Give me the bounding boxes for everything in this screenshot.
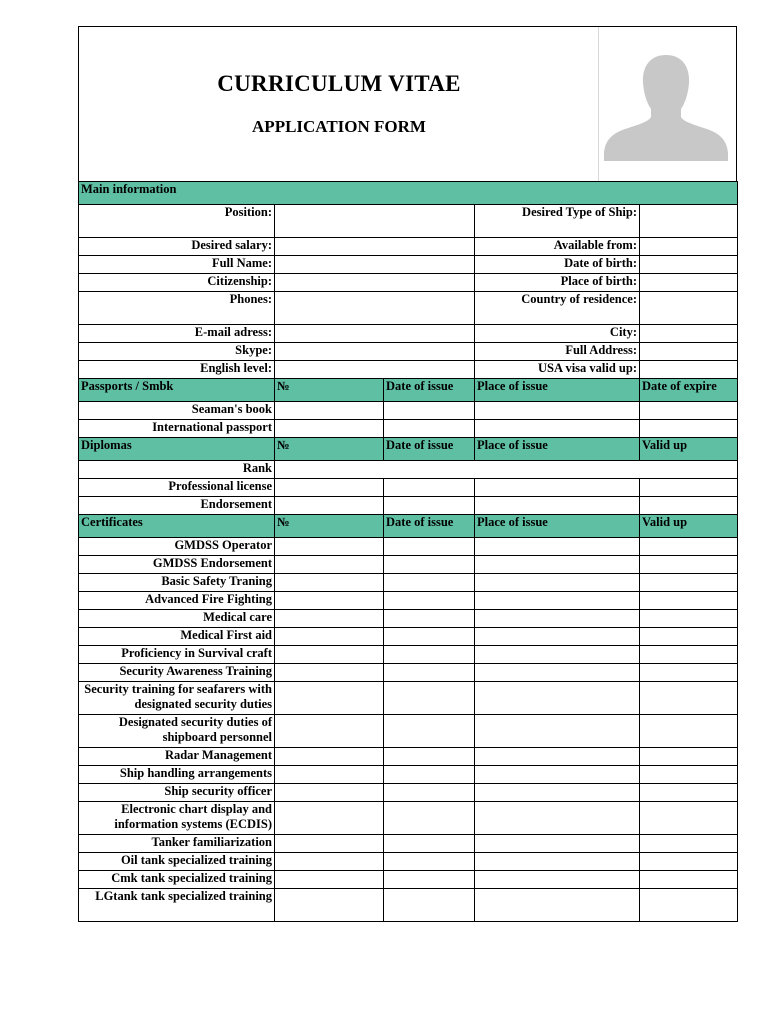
field-label: City:: [475, 325, 640, 343]
row-label: Advanced Fire Fighting: [79, 592, 275, 610]
row-label: Ship handling arrangements: [79, 766, 275, 784]
table-cell[interactable]: [640, 497, 738, 515]
table-cell[interactable]: [384, 497, 475, 515]
table-cell[interactable]: [475, 538, 640, 556]
table-row: [79, 538, 738, 556]
table-cell[interactable]: [640, 748, 738, 766]
row-label: Seaman's book: [79, 402, 275, 420]
form-table: [78, 181, 738, 922]
passports-heading: Passports / Smbk: [79, 379, 275, 402]
table-row: [79, 461, 738, 479]
row-label: Ship security officer: [79, 784, 275, 802]
rank-value[interactable]: [275, 461, 738, 479]
table-cell[interactable]: [475, 610, 640, 628]
field-value[interactable]: [275, 325, 475, 343]
table-cell[interactable]: [275, 420, 384, 438]
main-info-row: [79, 256, 738, 274]
table-cell[interactable]: [640, 628, 738, 646]
column-header: Date of issue: [384, 515, 475, 538]
table-row: [79, 610, 738, 628]
row-label: Medical care: [79, 610, 275, 628]
field-label: USA visa valid up:: [475, 361, 640, 379]
field-value[interactable]: [640, 256, 738, 274]
table-cell[interactable]: [275, 556, 384, 574]
column-header: Place of issue: [475, 438, 640, 461]
table-cell[interactable]: [475, 646, 640, 664]
table-row: [79, 871, 738, 889]
field-value[interactable]: [275, 256, 475, 274]
field-value[interactable]: [275, 292, 475, 325]
table-row: [79, 766, 738, 784]
row-label: Professional license: [79, 479, 275, 497]
table-cell[interactable]: [475, 766, 640, 784]
row-label: GMDSS Endorsement: [79, 556, 275, 574]
table-cell[interactable]: [384, 682, 475, 715]
main-info-row: [79, 361, 738, 379]
column-header: Date of issue: [384, 438, 475, 461]
table-cell[interactable]: [384, 766, 475, 784]
table-row: [79, 715, 738, 748]
column-header: Place of issue: [475, 515, 640, 538]
table-cell[interactable]: [384, 802, 475, 835]
table-cell[interactable]: [640, 420, 738, 438]
main-information-section: [79, 182, 738, 379]
table-row: [79, 802, 738, 835]
field-value[interactable]: [275, 205, 475, 238]
field-label: Citizenship:: [79, 274, 275, 292]
table-cell[interactable]: [475, 802, 640, 835]
certificates-section: [79, 515, 738, 922]
table-cell[interactable]: [475, 497, 640, 515]
table-cell[interactable]: [475, 664, 640, 682]
field-value[interactable]: [640, 238, 738, 256]
diplomas-section: [79, 438, 738, 515]
table-cell[interactable]: [384, 853, 475, 871]
table-cell[interactable]: [640, 538, 738, 556]
table-cell[interactable]: [475, 574, 640, 592]
field-label: Position:: [79, 205, 275, 238]
field-label: English level:: [79, 361, 275, 379]
column-header: Valid up: [640, 515, 738, 538]
row-label: Proficiency in Survival craft: [79, 646, 275, 664]
table-cell[interactable]: [475, 715, 640, 748]
table-cell[interactable]: [275, 766, 384, 784]
field-label: E-mail adress:: [79, 325, 275, 343]
table-cell[interactable]: [640, 715, 738, 748]
table-cell[interactable]: [475, 853, 640, 871]
field-value[interactable]: [275, 343, 475, 361]
table-row: [79, 835, 738, 853]
table-cell[interactable]: [384, 871, 475, 889]
field-value[interactable]: [640, 343, 738, 361]
field-value[interactable]: [275, 274, 475, 292]
field-label: Place of birth:: [475, 274, 640, 292]
row-label: Security training for seafarers with designated security duties: [79, 682, 275, 715]
column-header: Valid up: [640, 438, 738, 461]
table-cell[interactable]: [475, 556, 640, 574]
field-label: Country of residence:: [475, 292, 640, 325]
field-label: Skype:: [79, 343, 275, 361]
row-label: Designated security duties of shipboard personnel: [79, 715, 275, 748]
passports-section: [79, 379, 738, 438]
table-cell[interactable]: [640, 835, 738, 853]
main-info-row: [79, 205, 738, 238]
page-title: CURRICULUM VITAE: [217, 71, 461, 96]
table-cell[interactable]: [275, 664, 384, 682]
table-row: [79, 748, 738, 766]
table-cell[interactable]: [384, 646, 475, 664]
table-cell[interactable]: [384, 664, 475, 682]
column-header: Date of issue: [384, 379, 475, 402]
field-value[interactable]: [640, 274, 738, 292]
table-cell[interactable]: [640, 802, 738, 835]
table-cell[interactable]: [640, 646, 738, 664]
row-label: Tanker familiarization: [79, 835, 275, 853]
table-cell[interactable]: [640, 556, 738, 574]
person-silhouette-icon: [603, 51, 729, 163]
field-value[interactable]: [640, 325, 738, 343]
certificates-heading: Certificates: [79, 515, 275, 538]
table-cell[interactable]: [384, 715, 475, 748]
row-label: Medical First aid: [79, 628, 275, 646]
table-cell[interactable]: [384, 628, 475, 646]
main-info-row: [79, 238, 738, 256]
table-cell[interactable]: [640, 610, 738, 628]
table-cell[interactable]: [384, 592, 475, 610]
table-cell[interactable]: [275, 646, 384, 664]
table-row: [79, 574, 738, 592]
table-row: [79, 784, 738, 802]
field-label: Desired Type of Ship:: [475, 205, 640, 238]
table-cell[interactable]: [384, 402, 475, 420]
page-subtitle: APPLICATION FORM: [252, 117, 426, 136]
table-cell[interactable]: [475, 402, 640, 420]
row-label: Security Awareness Training: [79, 664, 275, 682]
field-label: Available from:: [475, 238, 640, 256]
field-label: Full Address:: [475, 343, 640, 361]
row-label: Basic Safety Traning: [79, 574, 275, 592]
table-cell[interactable]: [384, 538, 475, 556]
table-cell[interactable]: [475, 871, 640, 889]
table-cell[interactable]: [384, 748, 475, 766]
cv-form: [78, 26, 737, 922]
table-cell[interactable]: [640, 479, 738, 497]
table-cell[interactable]: [640, 574, 738, 592]
table-cell[interactable]: [275, 748, 384, 766]
table-row: [79, 420, 738, 438]
field-label: Phones:: [79, 292, 275, 325]
table-cell[interactable]: [275, 497, 384, 515]
table-cell[interactable]: [640, 592, 738, 610]
table-row: [79, 497, 738, 515]
table-cell[interactable]: [275, 628, 384, 646]
table-cell[interactable]: [275, 715, 384, 748]
column-header: №: [275, 379, 384, 402]
table-cell[interactable]: [475, 748, 640, 766]
table-cell[interactable]: [384, 835, 475, 853]
table-row: [79, 889, 738, 922]
table-cell[interactable]: [275, 835, 384, 853]
column-header: Place of issue: [475, 379, 640, 402]
row-label: Radar Management: [79, 748, 275, 766]
table-cell[interactable]: [275, 574, 384, 592]
table-row: [79, 479, 738, 497]
table-cell[interactable]: [384, 784, 475, 802]
row-label: Electronic chart display and information systems (ECDIS): [79, 802, 275, 835]
diplomas-header-row: [79, 438, 738, 461]
table-row: [79, 592, 738, 610]
table-cell[interactable]: [384, 574, 475, 592]
certificates-header-row: [79, 515, 738, 538]
table-cell[interactable]: [275, 682, 384, 715]
table-cell[interactable]: [640, 402, 738, 420]
column-header: №: [275, 515, 384, 538]
table-row: [79, 628, 738, 646]
column-header: №: [275, 438, 384, 461]
diplomas-heading: Diplomas: [79, 438, 275, 461]
table-cell[interactable]: [475, 784, 640, 802]
row-label: LGtank tank specialized training: [79, 889, 275, 922]
table-cell[interactable]: [275, 538, 384, 556]
main-info-row: [79, 343, 738, 361]
row-label: International passport: [79, 420, 275, 438]
row-label: Endorsement: [79, 497, 275, 515]
row-label: Cmk tank specialized training: [79, 871, 275, 889]
table-cell[interactable]: [475, 889, 640, 922]
table-cell[interactable]: [475, 420, 640, 438]
table-cell[interactable]: [640, 664, 738, 682]
table-cell[interactable]: [475, 835, 640, 853]
table-row: [79, 556, 738, 574]
form-header: [78, 26, 737, 181]
table-cell[interactable]: [475, 682, 640, 715]
table-cell[interactable]: [640, 766, 738, 784]
table-cell[interactable]: [640, 784, 738, 802]
table-row: [79, 853, 738, 871]
table-cell[interactable]: [640, 682, 738, 715]
table-cell[interactable]: [275, 853, 384, 871]
table-cell[interactable]: [275, 802, 384, 835]
table-cell[interactable]: [384, 479, 475, 497]
table-row: [79, 646, 738, 664]
table-cell[interactable]: [475, 479, 640, 497]
field-value[interactable]: [640, 205, 738, 238]
passports-header-row: [79, 379, 738, 402]
table-cell[interactable]: [475, 592, 640, 610]
table-cell[interactable]: [275, 610, 384, 628]
table-cell[interactable]: [275, 871, 384, 889]
field-label: Desired salary:: [79, 238, 275, 256]
table-cell[interactable]: [275, 479, 384, 497]
table-cell[interactable]: [640, 853, 738, 871]
table-cell[interactable]: [275, 402, 384, 420]
field-value[interactable]: [640, 292, 738, 325]
table-cell[interactable]: [475, 628, 640, 646]
row-label: Oil tank specialized training: [79, 853, 275, 871]
row-label: GMDSS Operator: [79, 538, 275, 556]
field-label: Date of birth:: [475, 256, 640, 274]
photo-placeholder[interactable]: [598, 27, 737, 181]
table-cell[interactable]: [384, 420, 475, 438]
table-cell[interactable]: [275, 592, 384, 610]
row-label: Rank: [79, 461, 275, 479]
table-cell[interactable]: [384, 610, 475, 628]
table-cell[interactable]: [640, 889, 738, 922]
table-cell[interactable]: [275, 889, 384, 922]
field-label: Full Name:: [79, 256, 275, 274]
main-info-row: [79, 292, 738, 325]
main-info-row: [79, 325, 738, 343]
table-cell[interactable]: [275, 784, 384, 802]
field-value[interactable]: [640, 361, 738, 379]
field-value[interactable]: [275, 238, 475, 256]
table-cell[interactable]: [384, 556, 475, 574]
table-row: [79, 664, 738, 682]
table-row: [79, 682, 738, 715]
main-information-heading: Main information: [79, 182, 738, 205]
column-header: Date of expire: [640, 379, 738, 402]
main-info-row: [79, 274, 738, 292]
table-cell[interactable]: [640, 871, 738, 889]
table-row: [79, 402, 738, 420]
field-value[interactable]: [275, 361, 475, 379]
table-cell[interactable]: [384, 889, 475, 922]
